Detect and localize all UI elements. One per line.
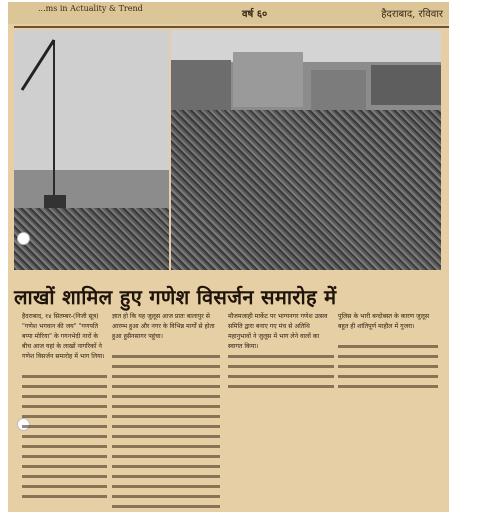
article-column-3 (228, 312, 334, 390)
photo-crowd-procession (171, 30, 441, 270)
issue-number: वर्ष ६० (242, 9, 268, 20)
city-and-day: हैदराबाद, रविवार (381, 9, 443, 20)
column-4-text: पुलिस के भारी बन्दोबस्त के कारण जुलूस बहुत ही शांतिपूर्ण माहौल में गुजरा। (338, 313, 430, 330)
headline: लाखों शामिल हुए गणेश विसर्जन समारोह में (14, 285, 337, 309)
masthead-left-text: ...ms in Actuality & Trend (38, 4, 143, 13)
article-column-4 (338, 312, 438, 390)
masthead (14, 2, 449, 28)
punch-hole (17, 232, 30, 245)
column-2-text: ज्ञात हो कि यह जुलूस आज प्रातः बालापुर से आरम्भ हुआ और नगर के विभिन्न मार्गों से होता हुआ हुसैनसागर पहुंचा। (112, 313, 215, 340)
article-column-1 (22, 312, 107, 502)
article-column-2 (112, 312, 220, 512)
column-3-text: मौजमजाही मार्केट पर भाग्यनगर गणेश उत्सव समिति द्वारा बनाए गए मंच से अतिथि महानुभावों ने जुलूस में भाग लेने वालों का स्वागत किया। (228, 313, 328, 350)
column-1-text: हैदराबाद, १४ सितम्बर-(निजी सूत्र) "गणेश भगवान की जय" "गणपति बप्पा मोरिया" के गगनभेदी नारों के बीच आज यहां के लाखों नागरिकों ने गणेश विसर्जन समारोह में भाग लिया। (22, 313, 105, 360)
photo-crane-immersion (14, 30, 169, 270)
